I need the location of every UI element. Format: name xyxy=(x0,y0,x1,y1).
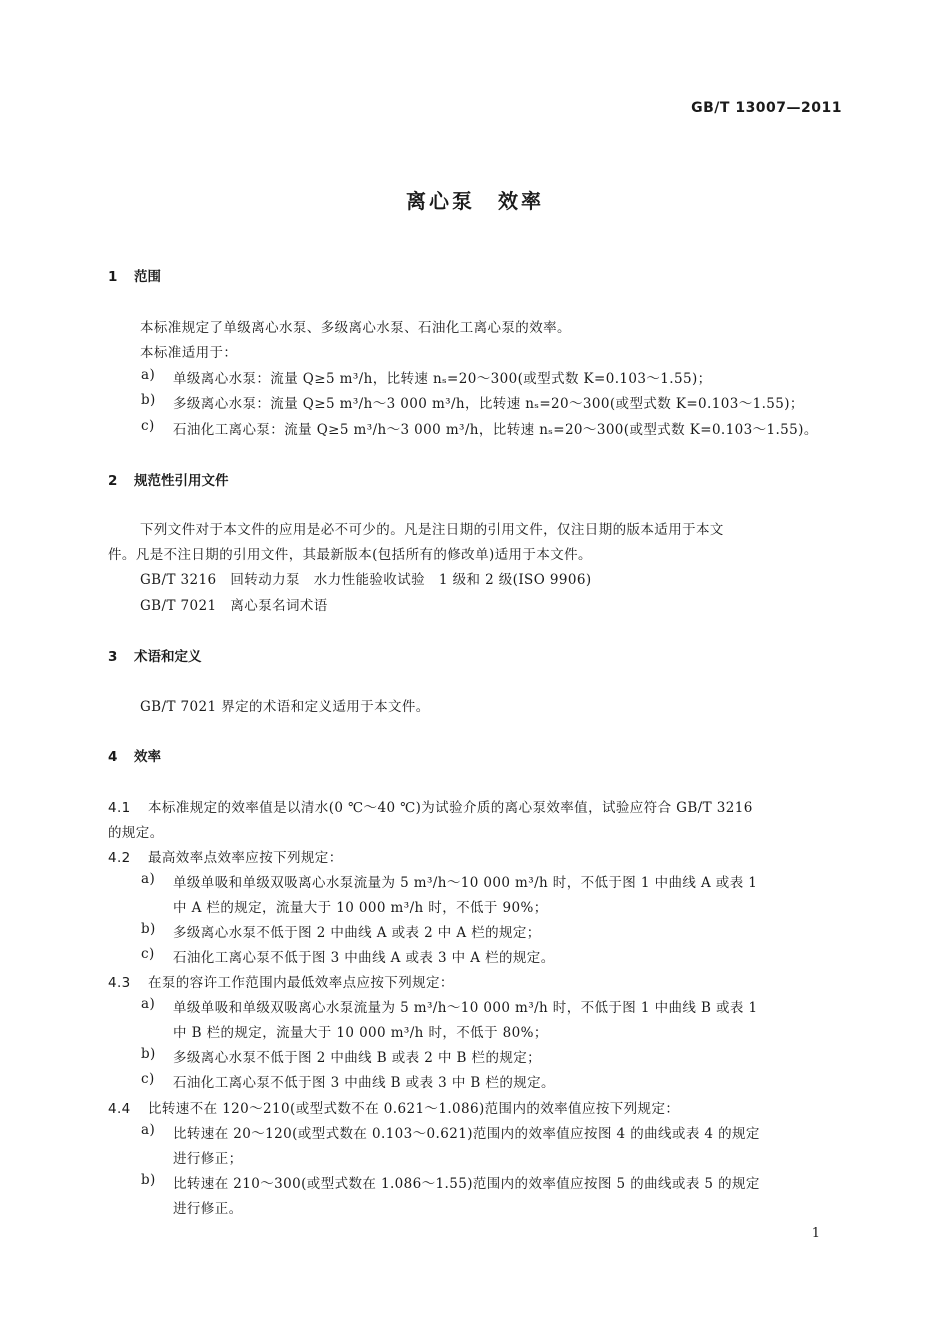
standard-number: GB/T 13007—2011 xyxy=(691,100,842,116)
section-number: 1 xyxy=(108,269,118,285)
section-3-heading xyxy=(108,645,202,665)
document-title: 离心泵 效率 xyxy=(406,189,544,213)
paragraph: 本标准适用于： xyxy=(140,345,238,361)
page-number: 1 xyxy=(811,1226,820,1241)
list-item: 石油化工离心泵：流量 Q≥5 m³/h～3 000 m³/h，比转速 nₛ=20～300(或型式数 K=0.103～1.55)。 xyxy=(173,422,818,438)
list-marker: a) xyxy=(141,996,156,1012)
list-item: 多级离心水泵不低于图 2 中曲线 A 或表 2 中 A 栏的规定； xyxy=(173,925,541,941)
list-marker: b) xyxy=(141,1046,156,1062)
clause-4-2 xyxy=(108,846,343,866)
list-item: 进行修正； xyxy=(173,1151,243,1167)
list-item: 单级单吸和单级双吸离心水泵流量为 5 m³/h～10 000 m³/h 时，不低于图 1 中曲线 B 或表 1 xyxy=(173,1000,758,1016)
list-marker: a) xyxy=(141,367,156,383)
clause-4-1 xyxy=(108,796,753,816)
section-title: 术语和定义 xyxy=(134,649,202,665)
list-item: 单级单吸和单级双吸离心水泵流量为 5 m³/h～10 000 m³/h 时，不低于图 1 中曲线 A 或表 1 xyxy=(173,875,758,891)
section-4-heading xyxy=(108,745,161,765)
clause-4-3 xyxy=(108,971,454,991)
list-marker: b) xyxy=(141,392,156,408)
clause-text: 本标准规定的效率值是以清水(0 ℃～40 ℃)为试验介质的离心泵效率值，试验应符合 GB/T 3216 xyxy=(148,800,753,816)
clause-text: 在泵的容许工作范围内最低效率点应按下列规定： xyxy=(148,975,454,991)
list-item: 中 B 栏的规定，流量大于 10 000 m³/h 时，不低于 80%； xyxy=(173,1025,548,1041)
section-title: 效率 xyxy=(134,749,161,765)
section-number: 3 xyxy=(108,649,118,665)
list-marker: a) xyxy=(141,1122,156,1138)
list-marker: b) xyxy=(141,1172,156,1188)
list-item: 中 A 栏的规定，流量大于 10 000 m³/h 时，不低于 90%； xyxy=(173,900,548,916)
list-item: 比转速在 20～120(或型式数在 0.103～0.621)范围内的效率值应按图 4 的曲线或表 4 的规定 xyxy=(173,1126,760,1142)
paragraph: 件。凡是不注日期的引用文件，其最新版本(包括所有的修改单)适用于本文件。 xyxy=(108,547,592,563)
clause-number: 4.4 xyxy=(108,1101,131,1117)
list-item: 比转速在 210～300(或型式数在 1.086～1.55)范围内的效率值应按图 5 的曲线或表 5 的规定 xyxy=(173,1176,760,1192)
list-item: 进行修正。 xyxy=(173,1201,243,1217)
section-title: 范围 xyxy=(134,269,161,285)
clause-text: 的规定。 xyxy=(108,825,164,841)
section-number: 2 xyxy=(108,473,118,489)
paragraph: 下列文件对于本文件的应用是必不可少的。凡是注日期的引用文件，仅注日期的版本适用于本文 xyxy=(140,522,724,538)
section-number: 4 xyxy=(108,749,118,765)
paragraph: GB/T 7021 界定的术语和定义适用于本文件。 xyxy=(140,699,430,715)
list-item: 单级离心水泵：流量 Q≥5 m³/h，比转速 nₛ=20～300(或型式数 K=0.103～1.55)； xyxy=(173,371,712,387)
clause-number: 4.2 xyxy=(108,850,131,866)
list-item: 石油化工离心泵不低于图 3 中曲线 B 或表 3 中 B 栏的规定。 xyxy=(173,1075,555,1091)
list-marker: c) xyxy=(141,946,155,962)
normative-reference: GB/T 7021 离心泵名词术语 xyxy=(140,598,328,614)
list-marker: a) xyxy=(141,871,156,887)
section-2-heading xyxy=(108,469,229,489)
clause-text: 比转速不在 120～210(或型式数不在 0.621～1.086)范围内的效率值应按下列规定： xyxy=(148,1101,680,1117)
clause-number: 4.1 xyxy=(108,800,131,816)
list-marker: b) xyxy=(141,921,156,937)
normative-reference: GB/T 3216 回转动力泵 水力性能验收试验 1 级和 2 级(ISO 9906) xyxy=(140,572,592,588)
paragraph: 本标准规定了单级离心水泵、多级离心水泵、石油化工离心泵的效率。 xyxy=(140,320,571,336)
clause-number: 4.3 xyxy=(108,975,131,991)
list-item: 多级离心水泵：流量 Q≥5 m³/h～3 000 m³/h，比转速 nₛ=20～300(或型式数 K=0.103～1.55)； xyxy=(173,396,804,412)
list-marker: c) xyxy=(141,1071,155,1087)
section-1-heading xyxy=(108,265,161,285)
clause-4-4 xyxy=(108,1097,679,1117)
clause-text: 最高效率点效率应按下列规定： xyxy=(148,850,343,866)
list-item: 石油化工离心泵不低于图 3 中曲线 A 或表 3 中 A 栏的规定。 xyxy=(173,950,555,966)
list-item: 多级离心水泵不低于图 2 中曲线 B 或表 2 中 B 栏的规定； xyxy=(173,1050,542,1066)
section-title: 规范性引用文件 xyxy=(134,473,229,489)
list-marker: c) xyxy=(141,418,155,434)
